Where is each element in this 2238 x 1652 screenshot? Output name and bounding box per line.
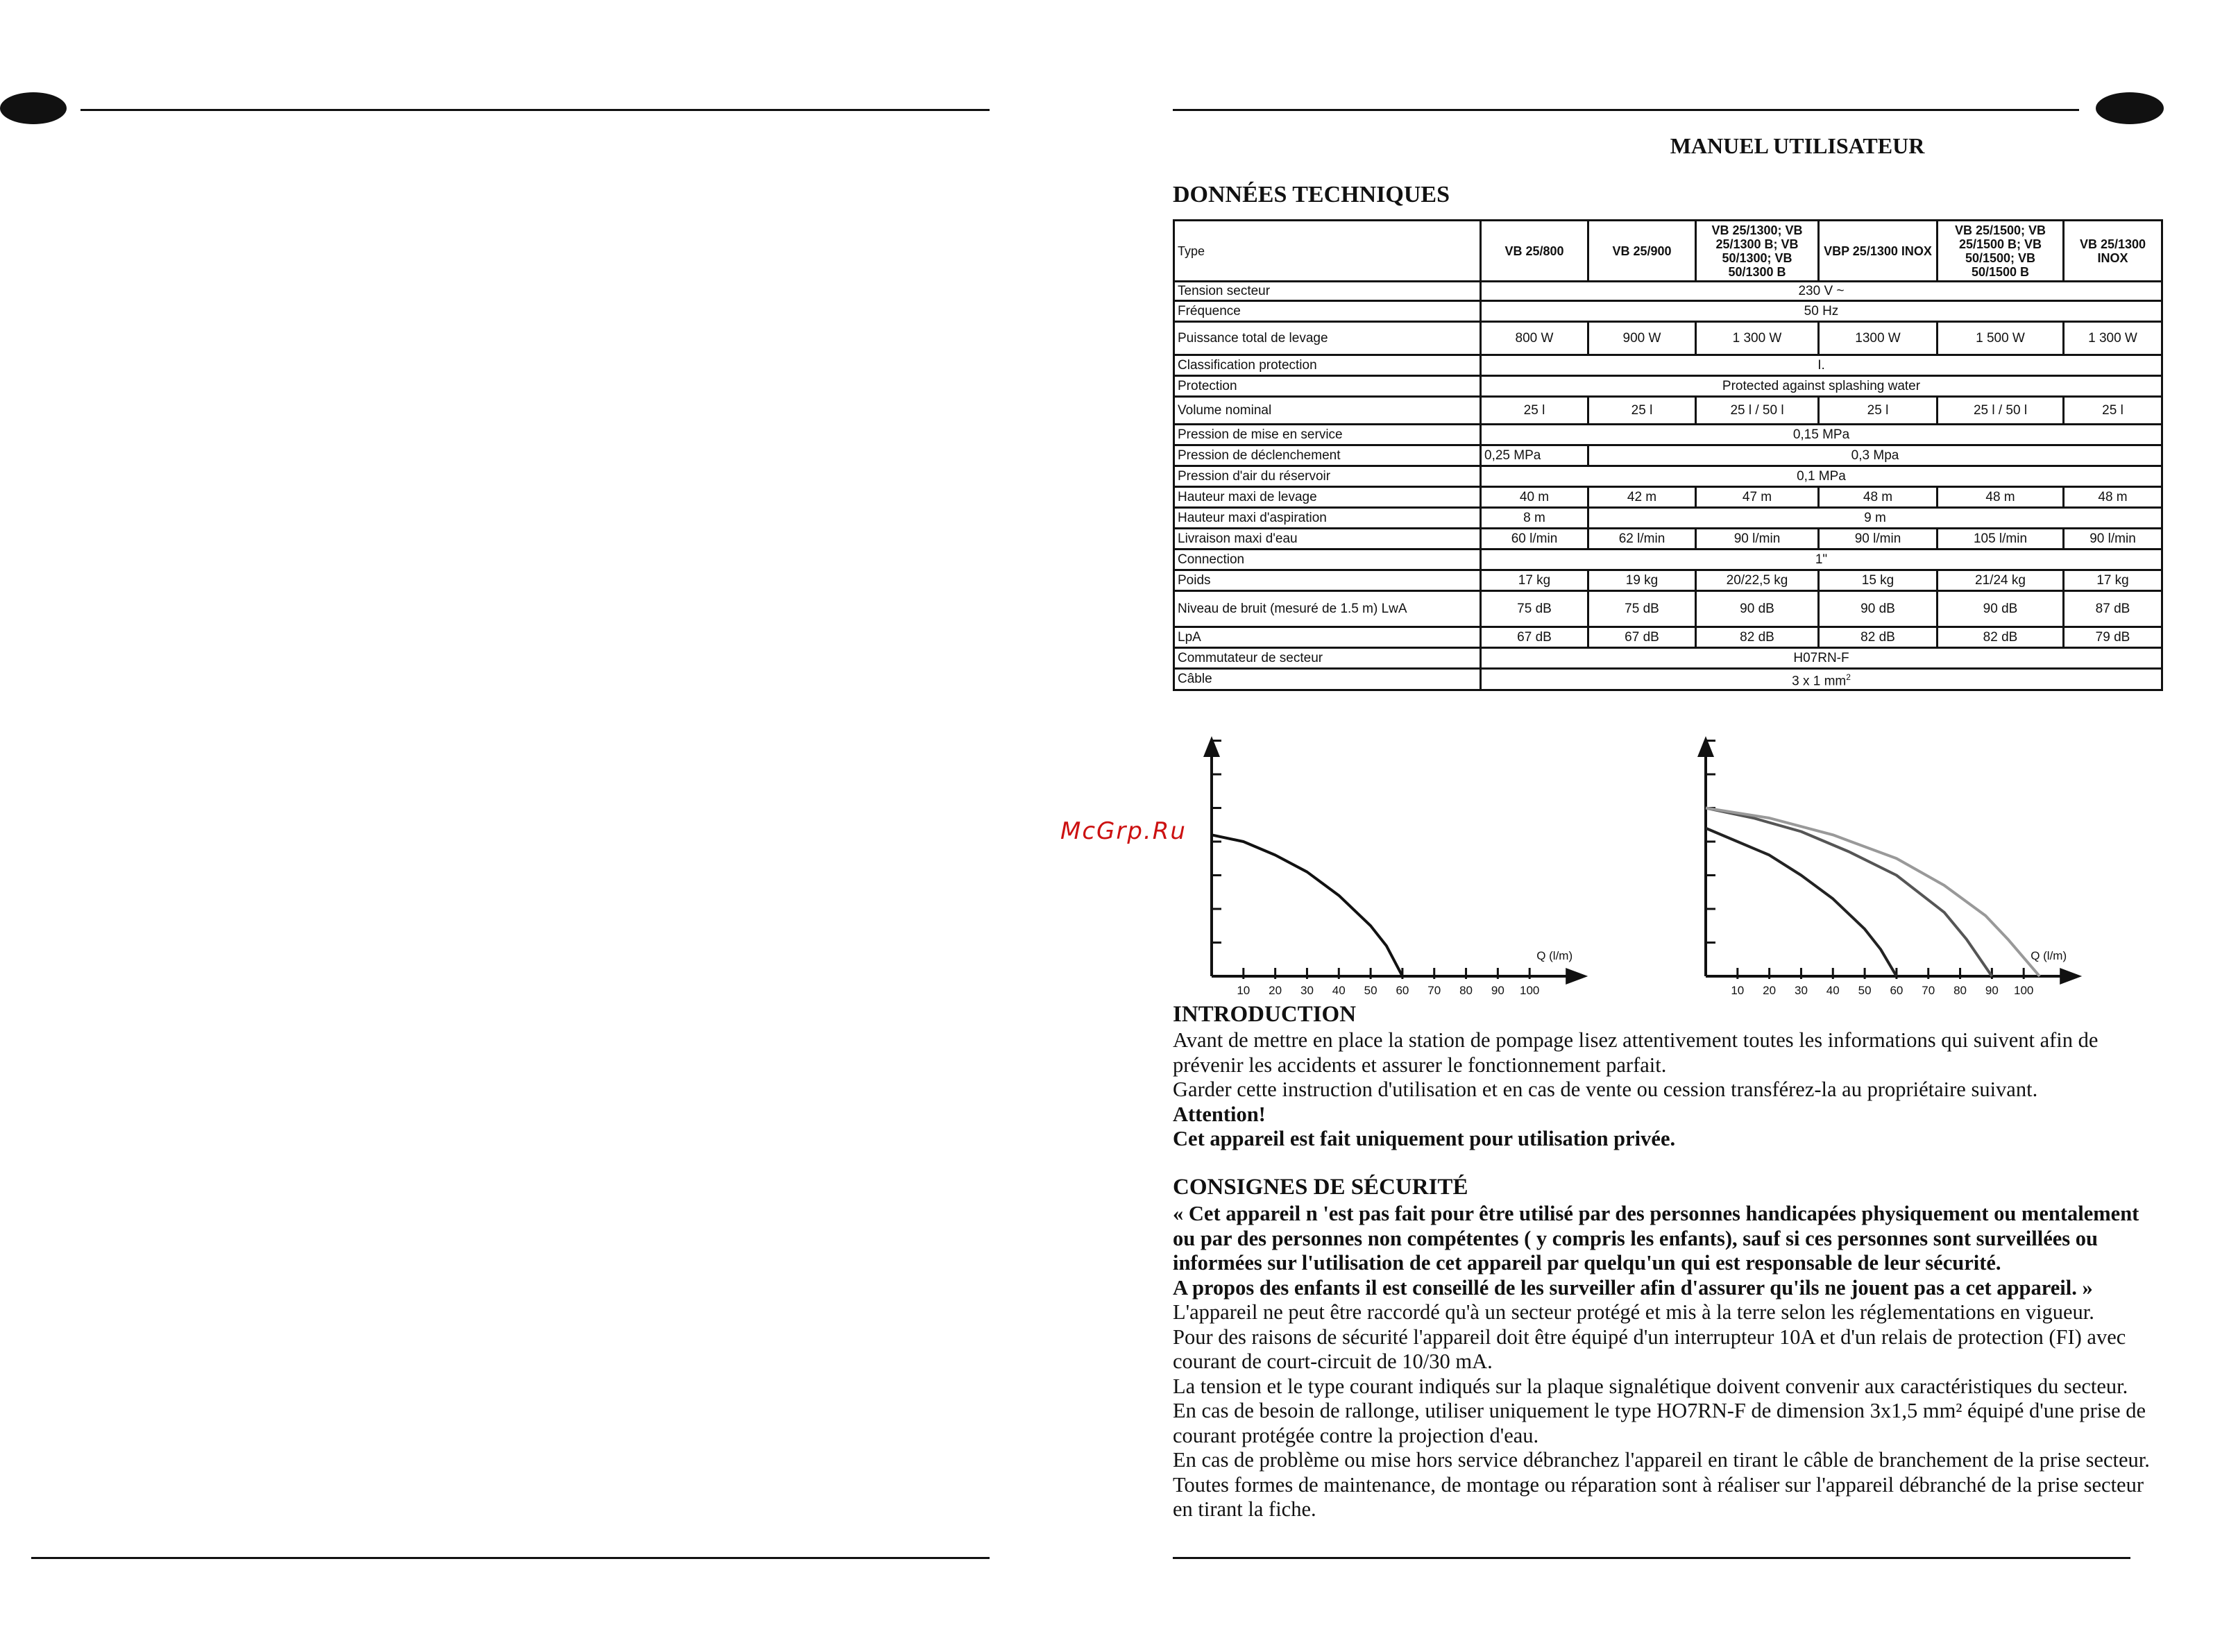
introduction-body — [1173, 1028, 2165, 1152]
table-cell: 60 l/min — [1481, 529, 1588, 550]
header-cell: VB 25/1300 INOX — [2064, 221, 2162, 282]
header-cell: Type — [1174, 221, 1481, 282]
row-label: LpA — [1174, 627, 1481, 648]
table-cell: 82 dB — [1819, 627, 1938, 648]
safety-paragraph: Toutes formes de maintenance, de montage ou réparation sont à réaliser sur l'appareil débranché de la prise secteur en tirant la fiche. — [1173, 1472, 2144, 1521]
intro-paragraph: Garder cette instruction d'utilisation et en cas de vente ou cession transférez-la au propriétaire suivant. — [1173, 1078, 2038, 1101]
table-cell: 17 kg — [1481, 570, 1588, 591]
table-cell: 75 dB — [1588, 591, 1696, 627]
x-tick-label: 10 — [1731, 984, 1745, 997]
table-cell: 25 l — [1588, 397, 1696, 425]
x-tick-label: 20 — [1763, 984, 1777, 997]
table-row — [1174, 570, 2162, 591]
table-cell: 50 Hz — [1481, 301, 2162, 322]
row-label: Niveau de bruit (mesuré de 1.5 m) LwA — [1174, 591, 1481, 627]
table-row — [1174, 282, 2162, 301]
table-cell: 25 l / 50 l — [1696, 397, 1819, 425]
attention-text: Cet appareil est fait uniquement pour utilisation privée. — [1173, 1127, 1676, 1150]
x-tick-label: 70 — [1922, 984, 1935, 997]
x-tick-label: 100 — [2013, 984, 2034, 997]
table-cell: 1 300 W — [2064, 322, 2162, 355]
row-label: Classification protection — [1174, 355, 1481, 376]
safety-paragraph: Pour des raisons de sécurité l'appareil doit être équipé d'un interrupteur 10A et d'un relais de protection (FI) avec courant de court-circuit de 10/30 mA. — [1173, 1325, 2126, 1373]
x-tick-label: 80 — [1459, 984, 1473, 997]
table-cell: 82 dB — [1938, 627, 2064, 648]
x-tick-label: 20 — [1269, 984, 1282, 997]
row-label: Volume nominal — [1174, 397, 1481, 425]
table-row — [1174, 376, 2162, 397]
x-tick-label: 70 — [1427, 984, 1441, 997]
table-row — [1174, 397, 2162, 425]
cable-exponent: 2 — [1846, 672, 1851, 682]
table-cell: 1" — [1481, 550, 2162, 570]
table-row — [1174, 322, 2162, 355]
table-cell: 0,15 MPa — [1481, 425, 2162, 445]
row-label: Connection — [1174, 550, 1481, 570]
safety-paragraph: La tension et le type courant indiqués sur la plaque signalétique doivent convenir aux caractéristiques du secteur. — [1173, 1374, 2128, 1398]
table-cell: 48 m — [2064, 487, 2162, 508]
table-row — [1174, 550, 2162, 570]
table-cell: 15 kg — [1819, 570, 1938, 591]
table-cell: 9 m — [1588, 508, 2162, 529]
spec-table — [1173, 219, 2163, 691]
x-tick-label: 60 — [1396, 984, 1409, 997]
x-tick-label: 80 — [1953, 984, 1967, 997]
row-label: Câble — [1174, 669, 1481, 690]
safety-paragraph: A propos des enfants il est conseillé de les surveiller afin d'assurer qu'ils ne jouent pas a cet appareil. » — [1173, 1275, 2093, 1300]
row-label: Hauteur maxi d'aspiration — [1174, 508, 1481, 529]
series-line — [1706, 828, 1897, 976]
left-top-rule — [80, 109, 990, 111]
table-row — [1174, 487, 2162, 508]
table-row — [1174, 529, 2162, 550]
table-cell: 82 dB — [1696, 627, 1819, 648]
row-label: Tension secteur — [1174, 282, 1481, 301]
header-cell: VB 25/900 — [1588, 221, 1696, 282]
row-label: Poids — [1174, 570, 1481, 591]
y-axis-arrow — [1697, 736, 1714, 757]
table-cell: 42 m — [1588, 487, 1696, 508]
table-row — [1174, 627, 2162, 648]
table-cell: 40 m — [1481, 487, 1588, 508]
safety-paragraph: « Cet appareil n 'est pas fait pour être utilisé par des personnes handicapées physiquement ou mentalement ou par des personnes non compétentes ( y compris les enfants), sauf si ces personnes sont surveillées ou informées sur l'utilisation de cet appareil par quelqu'un qui est responsable de leur sécurité. — [1173, 1202, 2139, 1275]
row-label: Puissance total de levage — [1174, 322, 1481, 355]
x-tick-label: 100 — [1519, 984, 1540, 997]
x-tick-label: 30 — [1300, 984, 1314, 997]
header-cell: VB 25/1300; VB 25/1300 B; VB 50/1300; VB 50/1300 B — [1696, 221, 1819, 282]
table-cell: 900 W — [1588, 322, 1696, 355]
table-row — [1174, 301, 2162, 322]
table-cell: 1 300 W — [1696, 322, 1819, 355]
table-cell: 230 V ~ — [1481, 282, 2162, 301]
table-cell: 79 dB — [2064, 627, 2162, 648]
pump-curve-chart-1 — [1173, 725, 1645, 1003]
safety-paragraph: En cas de problème ou mise hors service débranchez l'appareil en tirant le câble de branchement de la prise secteur. — [1173, 1448, 2150, 1472]
x-tick-label: 50 — [1858, 984, 1872, 997]
table-cell: 0,3 Mpa — [1588, 445, 2162, 466]
table-cell: 62 l/min — [1588, 529, 1696, 550]
table-cell: 20/22,5 kg — [1696, 570, 1819, 591]
cable-value: 3 x 1 mm — [1792, 674, 1847, 689]
x-axis-label: Q (l/m) — [1536, 949, 1573, 962]
right-page-marker — [2096, 92, 2164, 124]
x-tick-label: 90 — [1491, 984, 1504, 997]
table-row — [1174, 669, 2162, 690]
table-cell: 25 l — [1481, 397, 1588, 425]
row-label: Livraison maxi d'eau — [1174, 529, 1481, 550]
row-label: Pression de déclenchement — [1174, 445, 1481, 466]
table-cell: 1300 W — [1819, 322, 1938, 355]
table-cell: 90 dB — [1938, 591, 2064, 627]
row-label: Protection — [1174, 376, 1481, 397]
x-axis-label: Q (l/m) — [2031, 949, 2067, 962]
table-row — [1174, 466, 2162, 487]
watermark: McGrp.Ru — [1060, 817, 1187, 845]
row-label: Pression de mise en service — [1174, 425, 1481, 445]
series-line — [1212, 835, 1402, 976]
table-row — [1174, 425, 2162, 445]
table-row — [1174, 648, 2162, 669]
x-axis-arrow — [2060, 968, 2082, 985]
x-tick-label: 40 — [1332, 984, 1346, 997]
table-cell: I. — [1481, 355, 2162, 376]
table-cell: 0,25 MPa — [1481, 445, 1588, 466]
safety-paragraph: L'appareil ne peut être raccordé qu'à un secteur protégé et mis à la terre selon les réglementations en vigueur. — [1173, 1300, 2094, 1324]
table-cell: Protected against splashing water — [1481, 376, 2162, 397]
table-cell — [1481, 669, 2162, 690]
tech-data-heading: DONNÉES TECHNIQUES — [1173, 182, 1450, 207]
table-cell: 90 l/min — [1696, 529, 1819, 550]
left-page-marker — [0, 92, 67, 124]
safety-body — [1173, 1202, 2165, 1522]
table-cell: 90 dB — [1696, 591, 1819, 627]
header-cell: VB 25/1500; VB 25/1500 B; VB 50/1500; VB 50/1500 B — [1938, 221, 2064, 282]
table-cell: H07RN-F — [1481, 648, 2162, 669]
x-tick-label: 50 — [1364, 984, 1377, 997]
table-cell: 90 dB — [1819, 591, 1938, 627]
series-line — [1706, 808, 2040, 977]
table-cell: 25 l — [2064, 397, 2162, 425]
x-axis-arrow — [1566, 968, 1588, 985]
page-title: MANUEL UTILISATEUR — [1670, 133, 1925, 158]
x-tick-label: 30 — [1794, 984, 1808, 997]
table-cell: 67 dB — [1481, 627, 1588, 648]
table-cell: 105 l/min — [1938, 529, 2064, 550]
safety-heading: CONSIGNES DE SÉCURITÉ — [1173, 1175, 1468, 1200]
x-tick-label: 90 — [1985, 984, 1999, 997]
table-cell: 17 kg — [2064, 570, 2162, 591]
table-cell: 21/24 kg — [1938, 570, 2064, 591]
table-cell: 48 m — [1819, 487, 1938, 508]
right-top-rule — [1173, 109, 2079, 111]
table-cell: 90 l/min — [2064, 529, 2162, 550]
introduction-heading: INTRODUCTION — [1173, 1002, 1357, 1027]
table-cell: 87 dB — [2064, 591, 2162, 627]
table-row — [1174, 508, 2162, 529]
table-cell: 800 W — [1481, 322, 1588, 355]
intro-paragraph: Avant de mettre en place la station de pompage lisez attentivement toutes les informations qui suivent afin de prévenir les accidents et assurer le fonctionnement parfait. — [1173, 1028, 2099, 1077]
table-cell: 25 l / 50 l — [1938, 397, 2064, 425]
table-cell: 25 l — [1819, 397, 1938, 425]
table-row — [1174, 591, 2162, 627]
table-header-row — [1174, 221, 2162, 282]
table-cell: 75 dB — [1481, 591, 1588, 627]
attention-label: Attention! — [1173, 1102, 1266, 1126]
header-cell: VB 25/800 — [1481, 221, 1588, 282]
y-axis-arrow — [1203, 736, 1220, 757]
table-cell: 0,1 MPa — [1481, 466, 2162, 487]
pump-curve-chart-2 — [1667, 725, 2139, 1003]
table-cell: 67 dB — [1588, 627, 1696, 648]
x-tick-label: 10 — [1237, 984, 1251, 997]
table-cell: 19 kg — [1588, 570, 1696, 591]
table-cell: 47 m — [1696, 487, 1819, 508]
series-line — [1706, 808, 1992, 977]
safety-paragraph: En cas de besoin de rallonge, utiliser uniquement le type HO7RN-F de dimension 3x1,5 mm² équipé d'une prise de courant protégée contre la projection d'eau. — [1173, 1399, 2146, 1447]
row-label: Pression d'air du réservoir — [1174, 466, 1481, 487]
header-cell: VBP 25/1300 INOX — [1819, 221, 1938, 282]
table-row — [1174, 445, 2162, 466]
x-tick-label: 60 — [1890, 984, 1904, 997]
table-cell: 8 m — [1481, 508, 1588, 529]
table-cell: 90 l/min — [1819, 529, 1938, 550]
x-tick-label: 40 — [1826, 984, 1840, 997]
row-label: Hauteur maxi de levage — [1174, 487, 1481, 508]
row-label: Commutateur de secteur — [1174, 648, 1481, 669]
table-row — [1174, 355, 2162, 376]
left-bottom-rule — [31, 1557, 990, 1559]
right-bottom-rule — [1173, 1557, 2130, 1559]
table-cell: 1 500 W — [1938, 322, 2064, 355]
table-cell: 48 m — [1938, 487, 2064, 508]
row-label: Fréquence — [1174, 301, 1481, 322]
